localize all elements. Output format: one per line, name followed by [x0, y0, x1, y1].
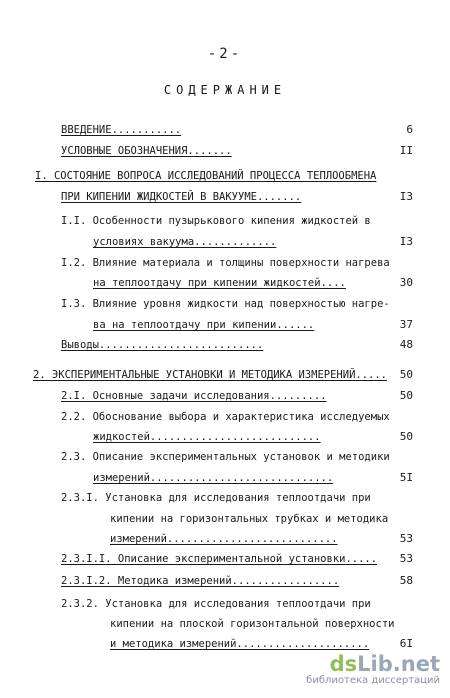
- toc-entry-text: 2.3.I. Установка для исследования теплоотдачи при: [61, 492, 371, 504]
- toc-entry-page: 30: [399, 276, 413, 289]
- watermark: [306, 653, 440, 686]
- toc-entry-text: I. СОСТОЯНИЕ ВОПРОСА ИССЛЕДОВАНИЙ ПРОЦЕССА ТЕПЛООБМЕНА: [35, 170, 377, 182]
- toc-entry-page: 50: [399, 430, 413, 443]
- toc-entry-page: 58: [399, 574, 413, 587]
- toc-entry-page: 6I: [399, 637, 413, 650]
- toc-entry-text: кипении на плоской горизонтальной поверхности: [110, 618, 395, 630]
- toc-entry-text: 2.3. Описание экспериментальных установок и методики: [61, 451, 390, 463]
- toc-entry-text: кипении на горизонтальных трубках и методика: [110, 513, 389, 525]
- toc-entry-text: на теплоотдачу при кипении жидкостей....: [93, 277, 346, 289]
- toc-entry-page: 48: [399, 338, 413, 351]
- toc-entry-page: 53: [399, 532, 413, 545]
- toc-entry-page: 5I: [399, 471, 413, 484]
- toc-entry-text: измерений...........................: [110, 533, 338, 545]
- toc-entry-text: УСЛОВНЫЕ ОБОЗНАЧЕНИЯ.......: [61, 145, 232, 157]
- toc-entry-text: жидкостей...........................: [93, 431, 321, 443]
- toc-entry-text: 2.3.I.2. Методика измерений.................: [61, 575, 340, 587]
- toc-entry-page: 6: [406, 123, 413, 136]
- toc-title: СОДЕРЖАНИЕ: [163, 83, 287, 97]
- toc-entry-text: Выводы..........................: [61, 339, 264, 351]
- toc-entry-page: II: [399, 144, 413, 157]
- watermark-subtitle: библиотека диссертаций: [306, 675, 440, 686]
- toc-entry-text: I.3. Влияние уровня жидкости над поверхностью нагре-: [61, 298, 390, 310]
- toc-entry-text: I.2. Влияние материала и толщины поверхности нагрева: [61, 257, 390, 269]
- watermark-logo: [306, 653, 440, 675]
- toc-entry-text: I.I. Особенности пузырькового кипения жидкостей в: [61, 215, 371, 227]
- toc-entry-text: 2. ЭКСПЕРИМЕНТАЛЬНЫЕ УСТАНОВКИ И МЕТОДИКА ИЗМЕРЕНИЙ.....: [33, 369, 388, 381]
- toc-entry-text: 2.2. Обоснование выбора и характеристика исследуемых: [61, 411, 390, 423]
- toc-entry-text: 2.3.2. Установка для исследования теплоотдачи при: [61, 598, 371, 610]
- toc-entry-page: 53: [399, 552, 413, 565]
- toc-entry-text: 2.I. Основные задачи исследования.........: [61, 390, 327, 402]
- toc-entry-text: 2.3.I.I. Описание экспериментальной установки.....: [61, 553, 378, 565]
- toc-entry-text: измерений.............................: [93, 472, 334, 484]
- page-number: -2-: [207, 46, 243, 62]
- watermark-logo-part2: Lib.net: [357, 652, 440, 676]
- toc-entry-text: ва на теплоотдачу при кипении......: [93, 319, 315, 331]
- toc-entry-page: I3: [399, 235, 413, 248]
- toc-entry-page: 50: [399, 368, 413, 381]
- toc-entry-page: 37: [399, 318, 413, 331]
- toc-entry-text: и методика измерений.....................: [110, 638, 370, 650]
- toc-entry-text: ПРИ КИПЕНИИ ЖИДКОСТЕЙ В ВАКУУМЕ.......: [61, 191, 302, 203]
- toc-entry-page: I3: [399, 190, 413, 203]
- toc-entry-text: ВВЕДЕНИЕ...........: [61, 124, 182, 136]
- watermark-logo-part1: ds: [329, 652, 358, 676]
- toc-entry-page: 50: [399, 389, 413, 402]
- toc-entry-text: условиях вакуума.............: [93, 236, 277, 248]
